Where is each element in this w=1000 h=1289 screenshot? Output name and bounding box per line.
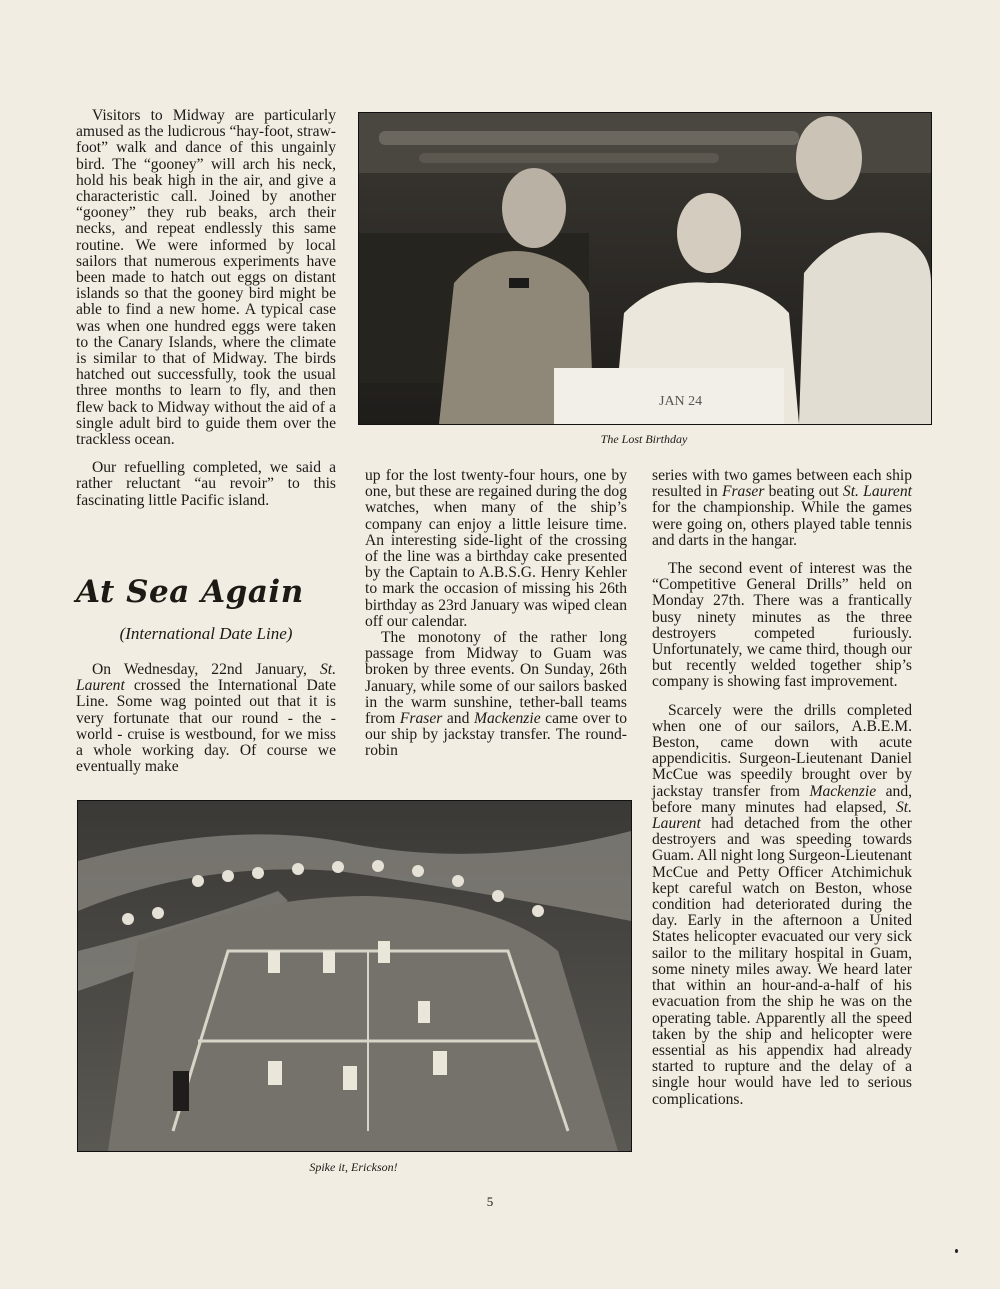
paragraph-drills: The second event of interest was the “Competitive General Drills” held on Monday 27th. There was a frantically busy ninety minutes as the three destroyers competed furiously. Unfortunately, we came third, though our but recently welded together ship’s company is showing fast improvement. — [652, 560, 912, 691]
left-column — [76, 108, 336, 509]
paragraph-appendicitis: Scarcely were the drills completed when one of our sailors, A.B.E.M. Beston, came down with acute appendicitis. Surgeon-Lieutenant Daniel McCue was speedily brought over by jackstay transfer from Mackenzie and, before many minutes had elapsed, St. Laurent had detached from the other destroyers and was speeding towards Guam. All night long Surgeon-Lieutenant McCue and Petty Officer Atchimichuk kept careful watch on Beston, whose condition had deteriorated during the day. Early in the afternoon a United States helicopter evacuated our very sick sailor to the military hospital in Guam, some ninety miles away. We heard later that within an hour-and-a-half of his evacuation from the ship he was on the operating table. Apparently all the speed taken by the ship and helicopter were essential as his appendix had already started to rupture and the delay of a single hour would have led to serious complications. — [652, 701, 913, 1108]
paragraph-leisure: up for the lost twenty-four hours, one by one, but these are regained during the dog watches, when many of the ship’s company can enjoy a little leisure time. An interesting side-light of the crossing of the line was a birthday cake presented by the Captain to A.B.S.G. Henry Kehler to mark the occasion of missing his 26th birthday as 23rd January was wiped clean off our calendar. — [365, 467, 627, 630]
right-column — [652, 468, 912, 1108]
paragraph-events: The monotony of the rather long passage from Midway to Guam was broken by three events. On Sunday, 26th January, while some of our sailors basked in the warm sunshine, tether-ball teams from Fraser and Mackenzie came over to our ship by jackstay transfer. The round-robin — [365, 629, 628, 760]
top-photo-caption: The Lost Birthday — [600, 432, 688, 446]
tetherball-illustration — [78, 801, 631, 1151]
lost-birthday-photo — [358, 112, 932, 425]
paragraph-date-line: On Wednesday, 22nd January, St. Laurent crossed the International Date Line. Some wag pointed out that it is very fortunate that our round - the - world - cruise is westbound, for we miss a whole working day. Of course we eventually make — [76, 661, 336, 776]
tetherball-photo — [77, 800, 632, 1152]
page-number: 5 — [486, 1194, 494, 1209]
paragraph-gooney: Visitors to Midway are particularly amused as the ludicrous “hay-foot, straw-foot” walk and dance of this ungainly bird. The “gooney” will arch his neck, hold his beak high in the air, and give a characteristic call. Joined by another “gooney” they rub beaks, arch their necks, and repeat endlessly this same routine. We were informed by local sailors that numerous experiments have been made to hatch out eggs on distant islands so that the gooney bird might be able to find a new home. A typical case was when one hundred eggs were taken to the Canary Islands, where the climate is similar to that of Midway. The birds hatched out successfully, took the usual three months to learn to fly, and then flew back to Midway without the aid of a single adult bird to guide them over the trackless ocean. — [76, 107, 336, 449]
section-subheading: (International Date Line) — [119, 624, 293, 643]
paragraph-refuelling: Our refuelling completed, we said a rather reluctant “au revoir” to this fascinating little Pacific island. — [76, 459, 336, 509]
paragraph-championship: series with two games between each ship resulted in Fraser beating out St. Laurent for the championship. While the games were going on, others played table tennis and darts in the hangar. — [652, 467, 912, 549]
left-column-continued — [76, 662, 336, 775]
paper-speck — [955, 1249, 958, 1253]
section-heading: At Sea Again — [76, 574, 304, 610]
middle-column — [365, 468, 627, 760]
bottom-photo-caption: Spike it, Erickson! — [309, 1160, 398, 1174]
cake-lettering: JAN 24 — [659, 394, 703, 409]
lost-birthday-illustration — [359, 113, 931, 424]
